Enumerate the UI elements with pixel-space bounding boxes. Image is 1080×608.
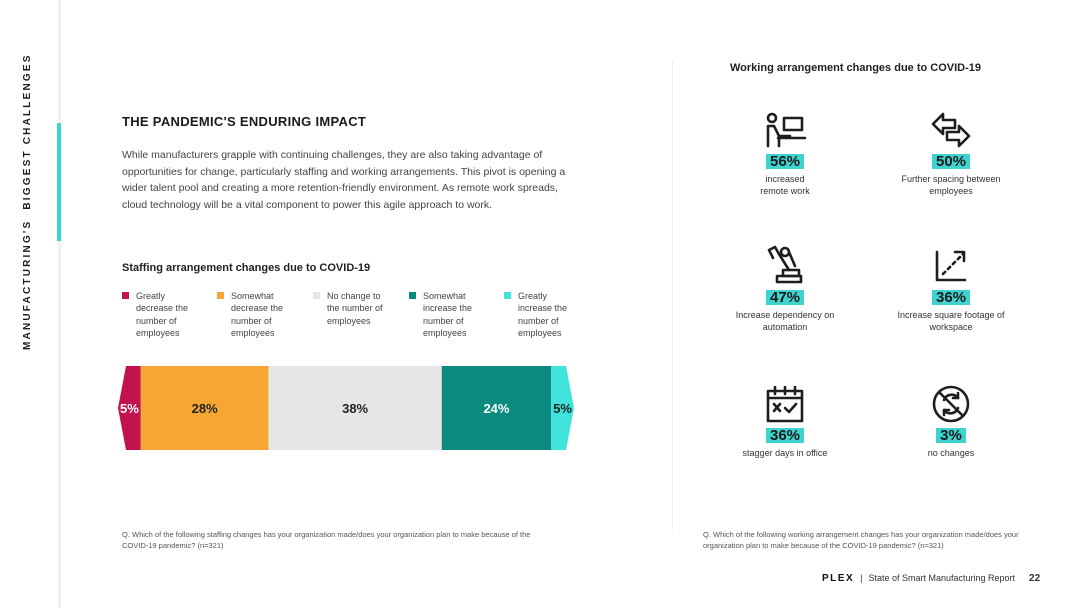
working-chart-title: Working arrangement changes due to COVID-19 (730, 62, 982, 74)
plex-logo: PLEX (822, 573, 855, 584)
stat-no-changes (876, 384, 1026, 459)
stat-label: Increase dependency on automation (735, 310, 835, 332)
stat-percent: 36% (766, 428, 804, 443)
column-divider (672, 60, 673, 530)
calendar-icon (765, 384, 805, 424)
legend-label: Greatly decrease the number of employees (136, 291, 189, 338)
stat-percent: 36% (932, 290, 970, 305)
section-accent-bar (57, 123, 61, 241)
stat-label: Increase square footage of workspace (897, 310, 1005, 332)
bar-label-greatly-increase: 5% (553, 401, 572, 416)
remote-work-icon (762, 110, 808, 150)
legend-label: Somewhat decrease the number of employees (231, 291, 284, 338)
stat-square-footage (876, 244, 1026, 333)
stat-percent: 56% (766, 154, 804, 169)
spacing-arrows-icon (929, 110, 973, 150)
intro-paragraph: While manufacturers grapple with continuing challenges, they are also taking advantage of opportunities for change, particularly staffing and working arrangements. This pivot is opening a wider talent pool and creating a more retention-friendly environment. As remote work spreads, cloud technology will be a vital component to power this agile approach to work. (122, 149, 566, 211)
no-change-icon (931, 384, 971, 424)
staffing-stacked-bar-chart (118, 360, 574, 452)
bar-label-no-change: 38% (342, 401, 369, 416)
stat-label: Further spacing between employees (901, 174, 1001, 196)
page-footer (822, 573, 1040, 584)
robot-arm-icon (765, 244, 805, 286)
bar-label-somewhat-decrease: 28% (191, 401, 218, 416)
staffing-footnote: Q. Which of the following staffing changes has your organization made/does your organization plan to make because of the COVID-19 pandemic? (n=321) (122, 530, 531, 550)
legend-swatch (409, 292, 416, 299)
page-number: 22 (1029, 573, 1041, 584)
legend-swatch (122, 292, 129, 299)
report-title: State of Smart Manufacturing Report (868, 573, 1016, 583)
legend-swatch (217, 292, 224, 299)
bar-label-greatly-decrease: 5% (120, 401, 139, 416)
section-title-part-1: MANUFACTURING'S (22, 219, 33, 350)
expand-area-icon (931, 244, 971, 286)
stat-label: no changes (927, 448, 975, 458)
stat-stagger-days (710, 384, 860, 459)
legend-label: Somewhat increase the number of employees (423, 291, 473, 338)
legend-label: No change to the number of employees (327, 291, 383, 326)
gutter-divider (58, 0, 61, 608)
stat-automation (710, 244, 860, 333)
page-title: THE PANDEMIC'S ENDURING IMPACT (122, 114, 367, 129)
bar-label-somewhat-increase: 24% (483, 401, 510, 416)
legend-swatch (313, 292, 320, 299)
stat-percent: 47% (766, 290, 804, 305)
stat-spacing (876, 110, 1026, 197)
working-footnote: Q. Which of the following working arrangement changes has your organization made/does your organization plan to make because of the COVID-19 pandemic? (n=321) (703, 530, 1019, 550)
stat-label: increased remote work (760, 174, 810, 196)
section-title-part-2: BIGGEST CHALLENGES (22, 53, 33, 210)
legend-label: Greatly increase the number of employees (518, 291, 568, 338)
section-title-vertical (22, 53, 33, 350)
staffing-chart-title: Staffing arrangement changes due to COVID-19 (122, 262, 371, 274)
footer-separator: | (860, 573, 863, 583)
stat-percent: 50% (932, 154, 970, 169)
stat-label: stagger days in office (742, 448, 828, 458)
stat-percent: 3% (936, 428, 966, 443)
legend-swatch (504, 292, 511, 299)
stat-remote-work (710, 110, 860, 197)
